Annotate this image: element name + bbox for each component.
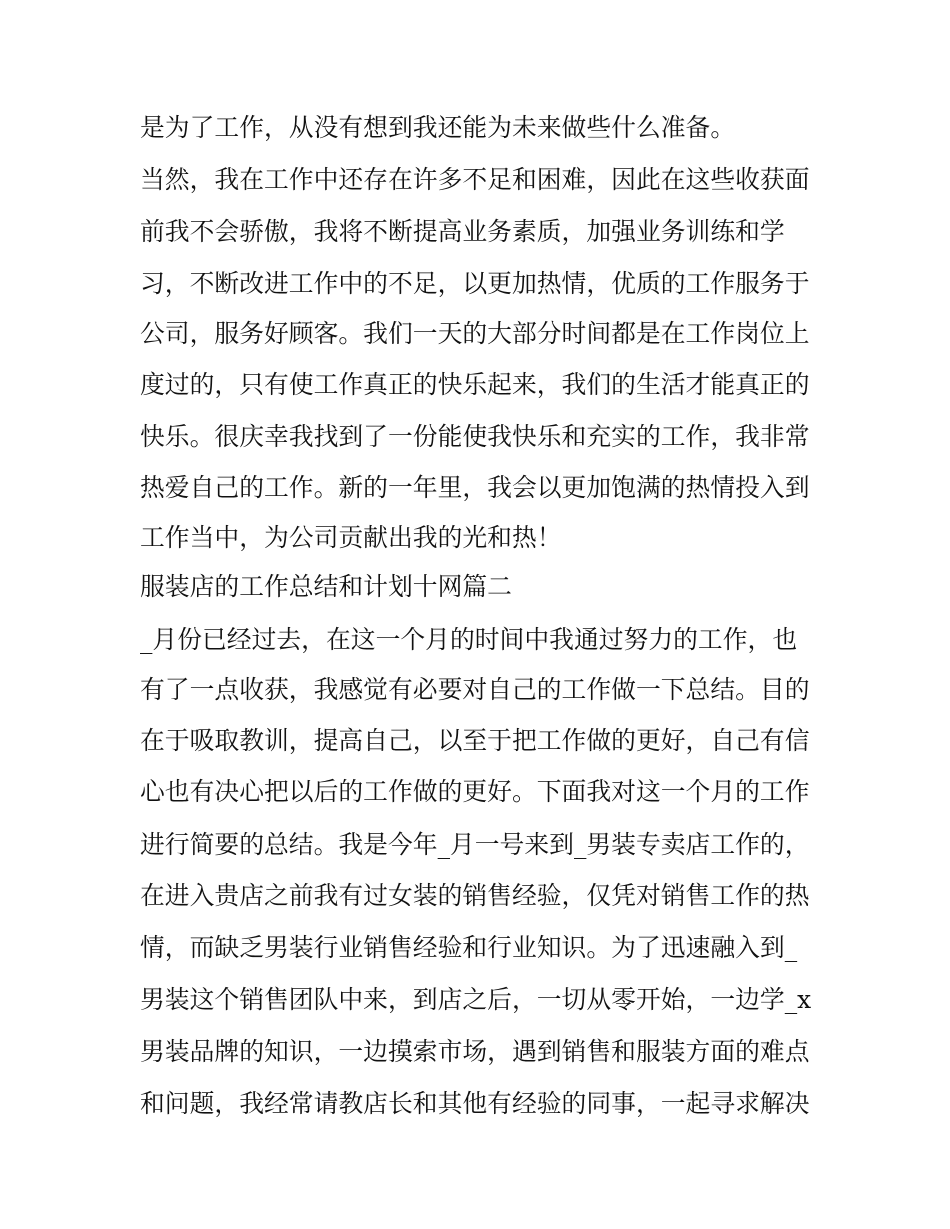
section-title: 服装店的工作总结和计划十网篇二	[140, 572, 512, 601]
text-line: 热爱自己的工作。新的一年里，我会以更加饱满的热情投入到	[140, 473, 810, 502]
text-line: 快乐。很庆幸我找到了一份能使我快乐和充实的工作，我非常	[140, 422, 810, 451]
text-line: 前我不会骄傲，我将不断提高业务素质，加强业务训练和学	[140, 217, 785, 246]
text-line: 工作当中，为公司贡献出我的光和热！	[140, 523, 562, 552]
text-line: 当然，我在工作中还存在许多不足和困难，因此在这些收获面	[140, 165, 810, 194]
text-line: 进行简要的总结。我是今年_月一号来到_男装专卖店工作的，	[140, 830, 810, 859]
text-line: 习，不断改进工作中的不足，以更加热情，优质的工作服务于	[140, 269, 810, 298]
text-line: 是为了工作，从没有想到我还能为未来做些什么准备。	[140, 113, 736, 142]
text-line: 公司，服务好顾客。我们一天的大部分时间都是在工作岗位上	[140, 319, 810, 348]
text-line: 有了一点收获，我感觉有必要对自己的工作做一下总结。目的	[140, 675, 810, 704]
text-line: 和问题，我经常请教店长和其他有经验的同事，一起寻求解决	[140, 1089, 810, 1118]
text-line: 在进入贵店之前我有过女装的销售经验，仅凭对销售工作的热	[140, 881, 810, 910]
text-line: 情，而缺乏男装行业销售经验和行业知识。为了迅速融入到_	[140, 933, 798, 962]
text-line: 心也有决心把以后的工作做的更好。下面我对这一个月的工作	[140, 777, 810, 806]
text-line: 男装品牌的知识，一边摸索市场，遇到销售和服装方面的难点	[140, 1037, 810, 1066]
text-line: 在于吸取教训，提高自己，以至于把工作做的更好，自己有信	[140, 726, 810, 755]
text-line: _月份已经过去，在这一个月的时间中我通过努力的工作，也	[140, 625, 798, 654]
text-line: 度过的，只有使工作真正的快乐起来，我们的生活才能真正的	[140, 370, 810, 399]
text-line: 男装这个销售团队中来，到店之后，一切从零开始，一边学_x	[140, 985, 812, 1014]
